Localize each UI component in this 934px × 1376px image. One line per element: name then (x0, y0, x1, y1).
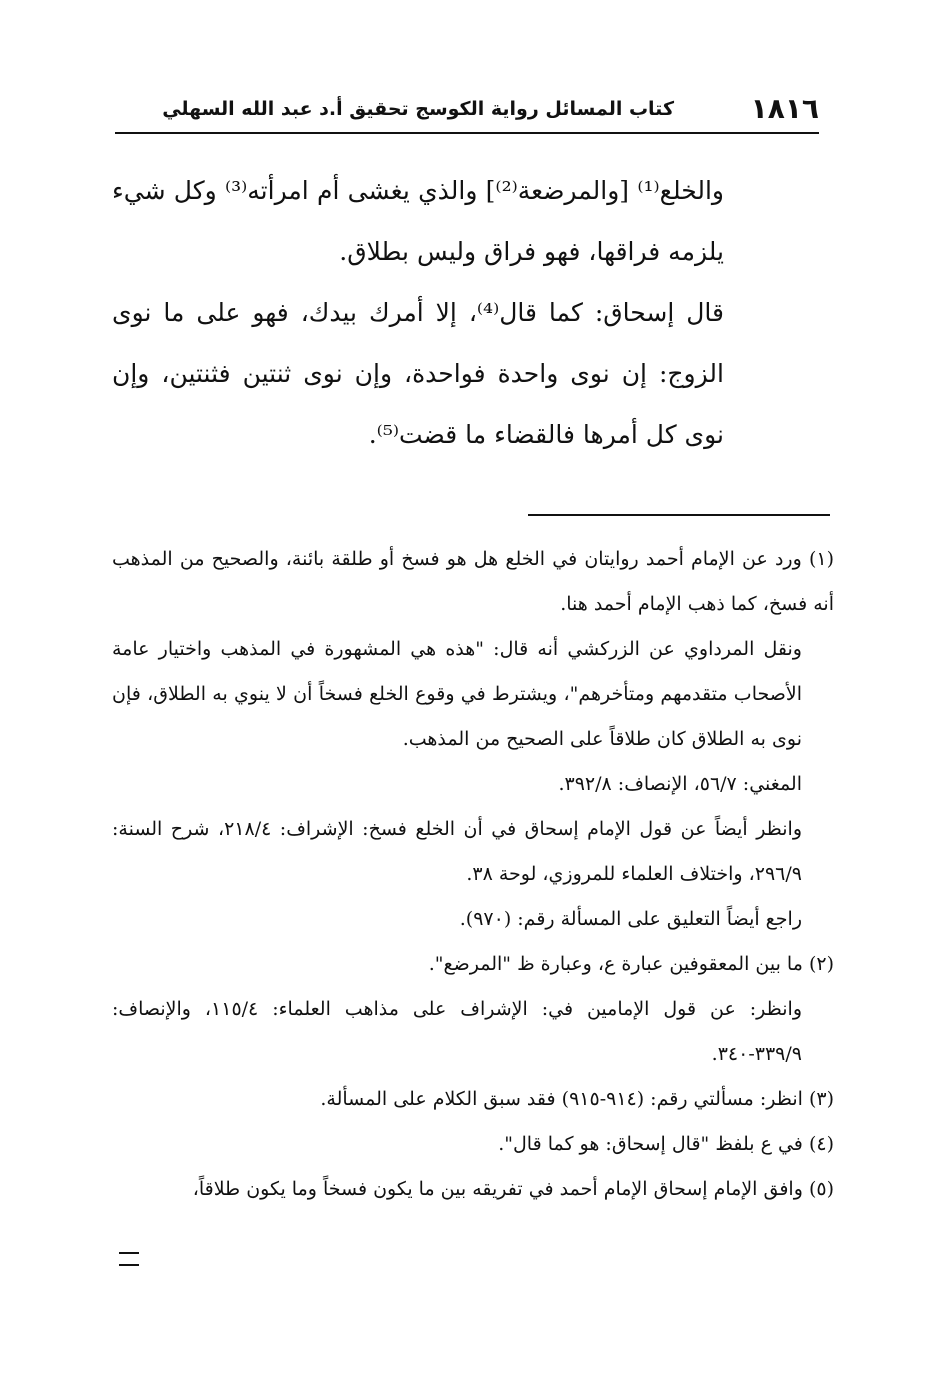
footnote-number: (٣) (808, 1088, 834, 1110)
footnote-text: وافق الإمام إسحاق الإمام أحمد في تفريقه بين ما يكون فسخاً وما يكون طلاقاً، (192, 1178, 803, 1200)
header-rule (115, 132, 819, 134)
footnote-text: راجع أيضاً التعليق على المسألة رقم: (٩٧٠). (459, 908, 802, 930)
footnote-text: ونقل المرداوي عن الزركشي أنه قال: "هذه هي المشهورة في المذهب واختيار عامة الأصحاب متقدمهم ومتأخرهم"، ويشترط في وقوع الخلع فسخاً أن لا ينوي به الطلاق، فإن نوى به الطلاق كان طلاقاً على الصحيح من المذهب. (112, 638, 802, 750)
page-header (115, 92, 819, 132)
footnote-number: (٤) (808, 1133, 834, 1155)
footnote (112, 987, 834, 1077)
footnote-text: في ع بلفظ "قال إسحاق: هو كما قال". (498, 1133, 803, 1155)
footnote (112, 537, 834, 627)
footnote-number: (٥) (808, 1178, 834, 1200)
footnote (112, 807, 834, 897)
footnote-number: (١) (808, 548, 834, 570)
page-number: ١٨١٦ (750, 92, 819, 125)
continuation-mark (119, 1252, 139, 1266)
footnote-number: (٢) (808, 953, 834, 975)
running-title: كتاب المسائل رواية الكوسج تحقيق أ.د عبد الله السهلي (162, 98, 674, 120)
footnote (112, 762, 834, 807)
footnote (112, 1167, 834, 1212)
footnote-text: ما بين المعقوفين عبارة ع، وعبارة ظ "المرضع". (428, 953, 803, 975)
footnote (112, 1122, 834, 1167)
footnote (112, 627, 834, 762)
footnote-text: وانظر أيضاً عن قول الإمام إسحاق في أن الخلع فسخ: الإشراف: ٢١٨/٤، شرح السنة: ٢٩٦/٩، واختلاف العلماء للمروزي، لوحة ٣٨. (112, 818, 802, 885)
paragraph: قال إسحاق: كما قال⁽⁴⁾، إلا أمرك بيدك، فهو على ما نوى الزوج: إن نوى واحدة فواحدة، وإن نوى ثنتين فثنتين، وإن نوى كل أمرها فالقضاء ما قضت⁽⁵⁾. (112, 298, 724, 449)
footnote-text: انظر: مسألتي رقم: (٩١٤-٩١٥) فقد سبق الكلام على المسألة. (320, 1088, 803, 1110)
footnote-separator (528, 514, 830, 516)
footnote-text: المغني: ٥٦/٧، الإنصاف: ٣٩٢/٨. (558, 773, 802, 795)
paragraph: والخلع⁽¹⁾ [والمرضعة⁽²⁾] والذي يغشى أم امرأته⁽³⁾ وكل شيء يلزمه فراقها، فهو فراق وليس بطلاق. (112, 176, 724, 266)
main-text (112, 160, 724, 465)
footnote (112, 1077, 834, 1122)
footnotes (112, 537, 834, 1212)
footnote (112, 897, 834, 942)
footnote-text: ورد عن الإمام أحمد روايتان في الخلع هل هو فسخ أو طلقة بائنة، والصحيح من المذهب أنه فسخ، كما ذهب الإمام أحمد هنا. (112, 548, 834, 615)
footnote (112, 942, 834, 987)
footnote-text: وانظر: عن قول الإمامين في: الإشراف على مذاهب العلماء: ١١٥/٤، والإنصاف: ٣٣٩/٩-٣٤٠. (112, 998, 802, 1065)
